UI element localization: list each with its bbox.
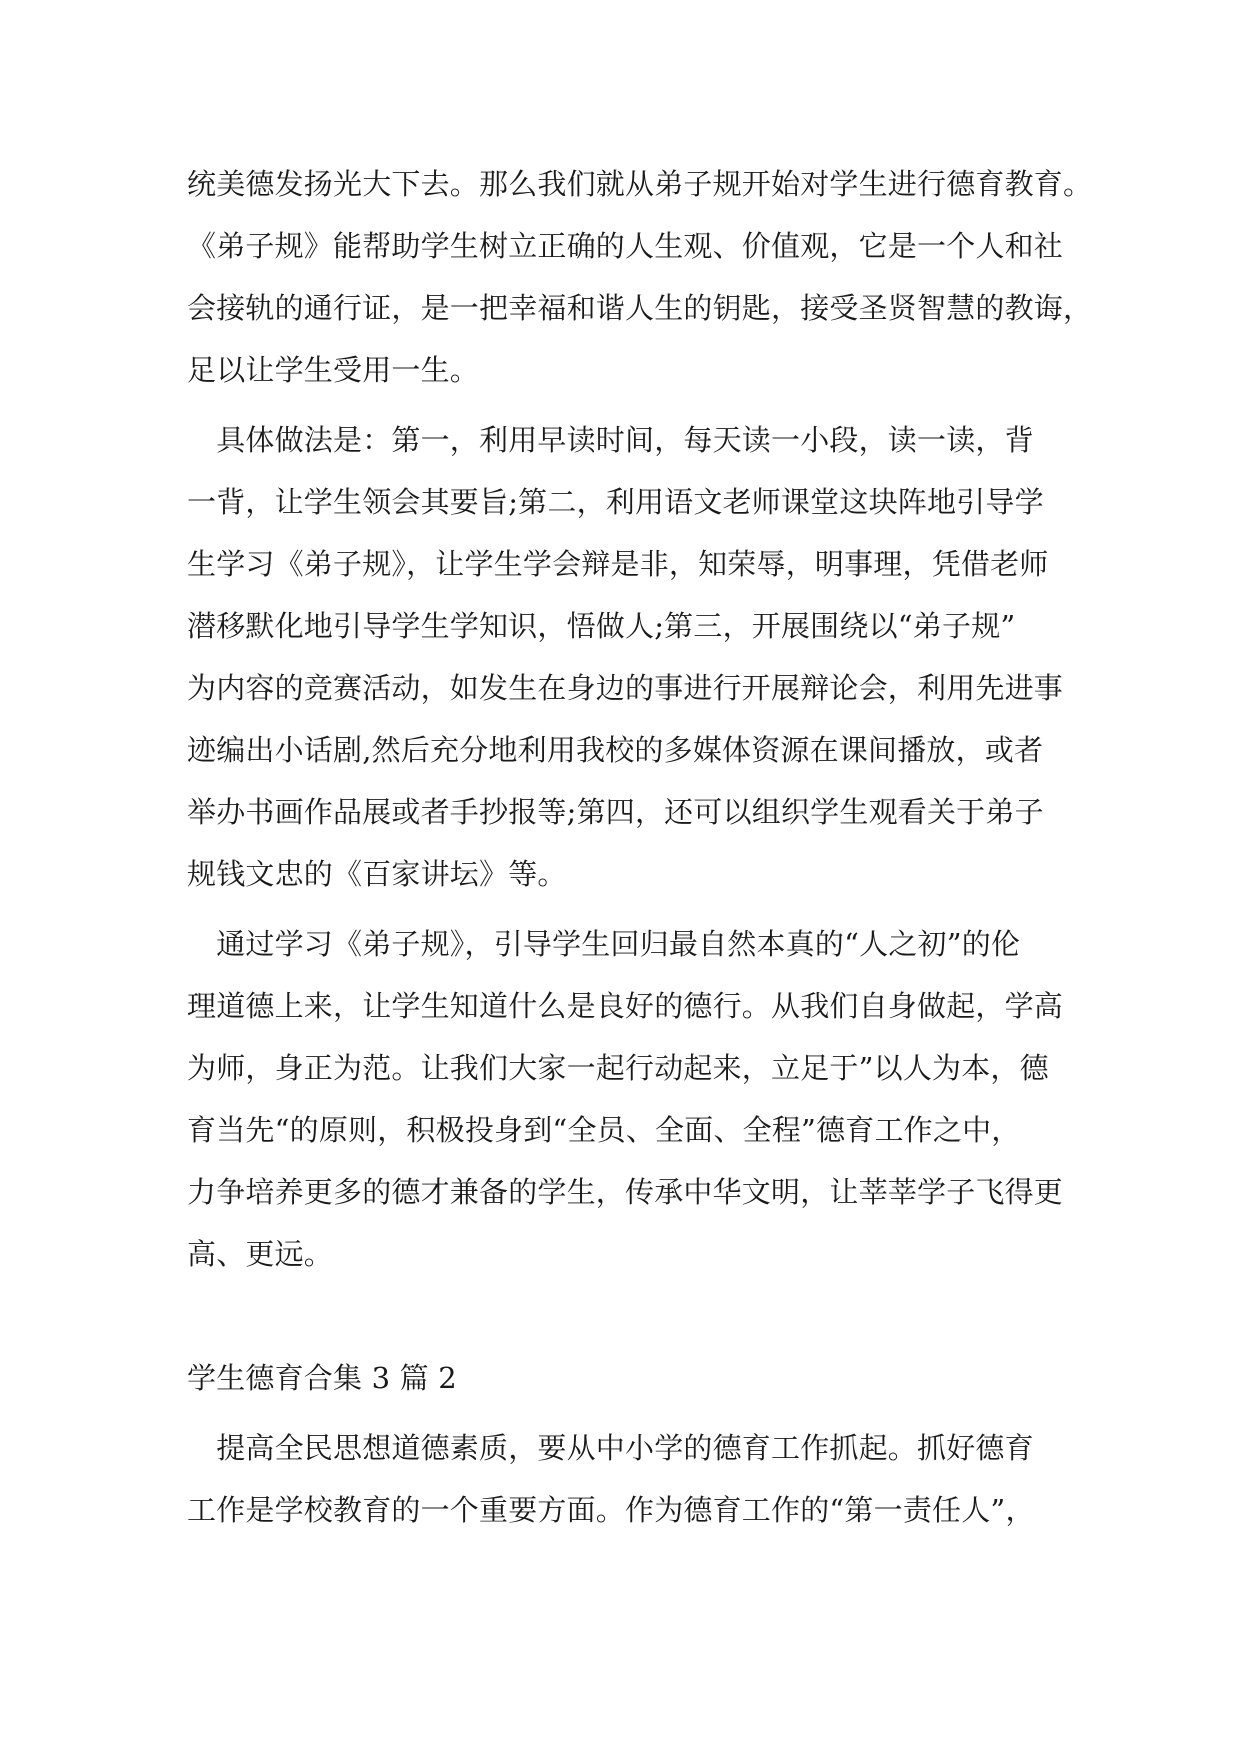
paragraph-spacer xyxy=(187,905,1067,913)
text-line: 足以让学生受用一生。 xyxy=(187,353,480,387)
section-spacer xyxy=(187,1285,1067,1347)
text-line: 潜移默化地引导学生学知识，悟做人;第三，开展围绕以“弟子规” xyxy=(187,609,1016,643)
section-heading: 学生德育合集 3 篇 2 xyxy=(187,1361,457,1395)
paragraph-spacer xyxy=(187,401,1067,409)
paragraph-2 xyxy=(187,409,1067,905)
text-line: 工作是学校教育的一个重要方面。作为德育工作的“第一责任人”， xyxy=(187,1493,1035,1527)
text-line: 统美德发扬光大下去。那么我们就从弟子规开始对学生进行德育教育。 xyxy=(187,167,1093,201)
text-line: 力争培养更多的德才兼备的学生，传承中华文明，让莘莘学子飞得更 xyxy=(187,1175,1064,1209)
text-line: 育当先“的原则，积极投身到“全员、全面、全程”德育工作之中， xyxy=(187,1113,1021,1147)
text-line: 规钱文忠的《百家讲坛》等。 xyxy=(187,857,567,891)
text-line: 举办书画作品展或者手抄报等;第四，还可以组织学生观看关于弟子 xyxy=(187,795,1044,829)
text-line: 一背，让学生领会其要旨;第二，利用语文老师课堂这块阵地引导学 xyxy=(187,485,1044,519)
text-line: 高、更远。 xyxy=(187,1237,334,1271)
text-line: 为内容的竞赛活动，如发生在身边的事进行开展辩论会，利用先进事 xyxy=(187,671,1064,705)
text-line: 理道德上来，让学生知道什么是良好的德行。从我们自身做起，学高 xyxy=(187,989,1064,1023)
document-body xyxy=(187,153,1093,1541)
text-line: 迹编出小话剧,然后充分地利用我校的多媒体资源在课间播放，或者 xyxy=(187,733,1044,767)
text-line: 通过学习《弟子规》，引导学生回归最自然本真的“人之初”的伦 xyxy=(187,927,1021,961)
paragraph-3 xyxy=(187,913,1067,1285)
text-line: 具体做法是：第一，利用早读时间，每天读一小段，读一读，背 xyxy=(187,423,1034,457)
paragraph-4 xyxy=(187,1417,1067,1541)
text-line: 《弟子规》能帮助学生树立正确的人生观、价值观，它是一个人和社 xyxy=(187,229,1064,263)
text-line: 提高全民思想道德素质，要从中小学的德育工作抓起。抓好德育 xyxy=(187,1431,1034,1465)
paragraph-spacer xyxy=(187,1409,1067,1417)
paragraph-1 xyxy=(187,153,1093,401)
text-line: 会接轨的通行证，是一把幸福和谐人生的钥匙，接受圣贤智慧的教诲， xyxy=(187,291,1093,325)
text-line: 生学习《弟子规》，让学生学会辩是非，知荣辱，明事理，凭借老师 xyxy=(187,547,1049,581)
text-line: 为师，身正为范。让我们大家一起行动起来，立足于”以人为本，德 xyxy=(187,1051,1049,1085)
